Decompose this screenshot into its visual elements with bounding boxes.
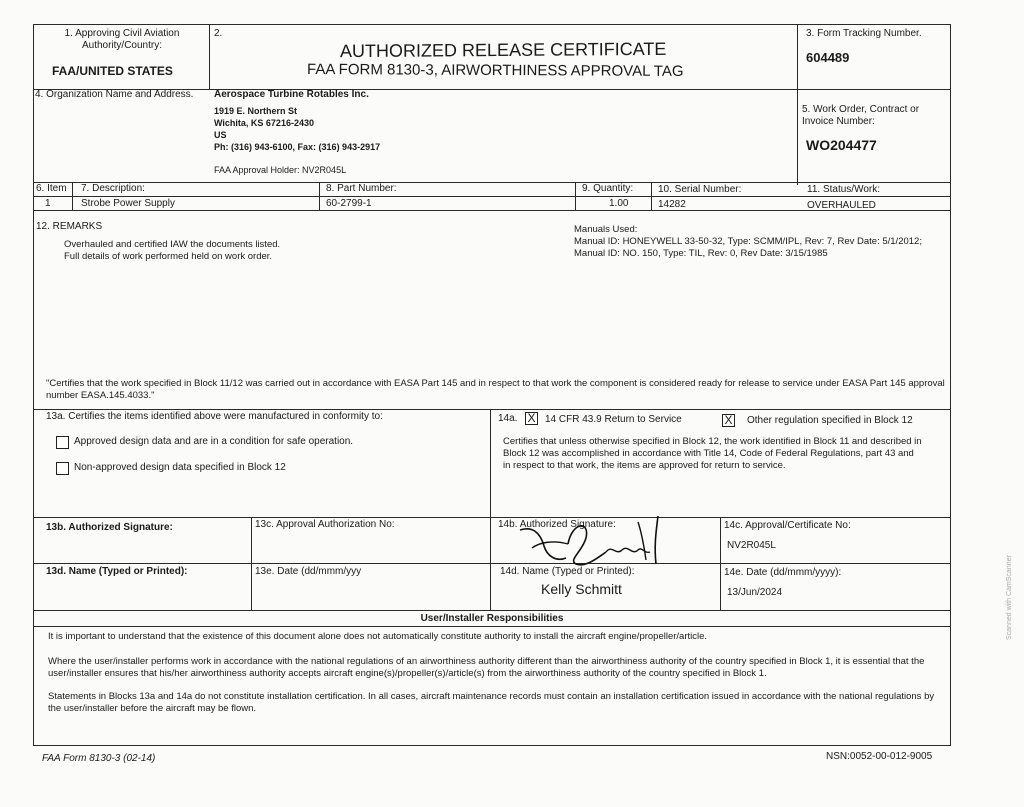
org-approval-holder: FAA Approval Holder: NV2R045L (214, 165, 347, 175)
col-part-number: 8. Part Number: (326, 183, 397, 194)
item-part-number: 60-2799-1 (326, 198, 372, 209)
divider (209, 25, 210, 90)
remarks-line2: Full details of work performed held on work order. (64, 251, 273, 262)
item-status: OVERHAULED (807, 200, 876, 211)
divider (251, 517, 252, 610)
manuals-list: Manual ID: HONEYWELL 33-50-32, Type: SCMM/IPL, Rev: 7, Rev Date: 5/1/2012; Manual ID: NO. 150, Type: TIL, Rev: 0, Rev Date: 3/15/1985 (574, 236, 922, 259)
approved-design-label: Approved design data and are in a condition for safe operation. (74, 436, 354, 447)
item-description: Strobe Power Supply (81, 198, 175, 209)
block13e-label: 13e. Date (dd/mmm/yyy (255, 566, 362, 577)
block2-label: 2. (214, 28, 223, 39)
non-approved-design-checkbox[interactable] (56, 462, 69, 475)
block13b-label: 13b. Authorized Signature: (46, 522, 173, 533)
responsibilities-p2: Where the user/installer performs work in accordance with the national regulations of an airworthiness authority different than the airworthiness authority of the country specified in Block 1, it is essential that the user/installer ensures that his/her airworthiness authority accepts aircraft engine(s)/propeller(s)/article(s) from the airworthiness authority of the country specified in Block 1. (48, 656, 925, 679)
remarks-line1: Overhauled and certified IAW the documents listed. (64, 239, 281, 250)
divider (490, 517, 491, 610)
block14a-statement: Certifies that unless otherwise specified in Block 12, the work identified in Block 11 and described in Block 12 was accomplished in accordance with Title 14, Code of Federal Regulations, part 43 and in respect to that work, the items are approved for return to service. (503, 436, 922, 471)
nsn-footer: NSN:0052-00-012-9005 (826, 751, 933, 762)
org-country: US (214, 130, 227, 140)
divider (34, 563, 950, 564)
other-regulation-label: Other regulation specified in Block 12 (747, 415, 913, 426)
work-order-number: WO204477 (806, 137, 877, 153)
manuals-label: Manuals Used: (574, 224, 638, 235)
non-approved-design-label: Non-approved design data specified in Block 12 (74, 462, 286, 473)
block12-label: 12. REMARKS (36, 221, 103, 232)
release-date: 13/Jun/2024 (727, 587, 783, 598)
return-to-service-checkbox[interactable]: X (525, 412, 538, 425)
block1-value: FAA/UNITED STATES (52, 64, 173, 78)
block3-label: 3. Form Tracking Number. (806, 28, 922, 39)
col-quantity: 9. Quantity: (582, 183, 634, 194)
block1-label: 1. Approving Civil Aviation Authority/Country: (64, 28, 180, 51)
block14a-label: 14a. (498, 413, 518, 424)
block13d-label: 13d. Name (Typed or Printed): (46, 566, 188, 577)
col-description: 7. Description: (81, 183, 145, 194)
block4-label: 4. Organization Name and Address. (35, 89, 194, 100)
return-to-service-label: 14 CFR 43.9 Return to Service (545, 414, 682, 425)
tracking-number: 604489 (806, 50, 850, 65)
col-serial-number: 10. Serial Number: (658, 184, 742, 195)
item-quantity: 1.00 (609, 198, 629, 209)
org-name: Aerospace Turbine Rotables Inc. (214, 89, 369, 100)
divider (319, 182, 320, 210)
other-regulation-checkbox[interactable]: X (722, 414, 735, 427)
block14b-label: 14b. Authorized Signature: (498, 519, 616, 530)
easa-statement: "Certifies that the work specified in Block 11/12 was carried out in accordance with EASA Part 145 and in respect to that work the component is considered ready for release to service under EASA Part 145 approval number EASA.145.4033." (46, 378, 945, 401)
approval-certificate-number: NV2R045L (727, 540, 776, 551)
block13a-label: 13a. Certifies the items identified above were manufactured in conformity to: (46, 411, 383, 422)
authorized-signature (510, 512, 680, 574)
divider (34, 626, 950, 627)
form-title: AUTHORIZED RELEASE CERTIFICATE (339, 38, 667, 62)
release-certificate-form (33, 24, 951, 746)
scanner-watermark: Scanned with CamScanner (1006, 555, 1013, 640)
form-subtitle: FAA FORM 8130-3, AIRWORTHINESS APPROVAL TAG (306, 61, 684, 80)
responsibilities-p3: Statements in Blocks 13a and 14a do not constitute installation certification. In all cases, aircraft maintenance records must contain an installation certification issued in accordance with the national regulations by the user/installer before the aircraft may be flown. (48, 691, 935, 714)
signer-name: Kelly Schmitt (541, 581, 622, 597)
divider (34, 517, 950, 518)
org-phone: Ph: (316) 943-6100, Fax: (316) 943-2917 (214, 142, 381, 152)
divider (575, 182, 576, 210)
divider (34, 409, 950, 410)
approved-design-checkbox[interactable] (56, 436, 69, 449)
col-status-work: 11. Status/Work: (807, 184, 880, 195)
org-street: 1919 E. Northern St (214, 106, 298, 116)
divider (797, 25, 798, 185)
col-item: 6. Item (36, 183, 67, 194)
block14e-label: 14e. Date (dd/mmm/yyyy): (724, 567, 842, 578)
item-serial-number: 14282 (658, 199, 686, 210)
divider (34, 610, 950, 611)
block5-label: 5. Work Order, Contract or Invoice Number: (802, 104, 920, 127)
divider (34, 196, 950, 197)
block14c-label: 14c. Approval/Certificate No: (724, 520, 851, 531)
divider (72, 182, 73, 210)
responsibilities-p1: It is important to understand that the existence of this document alone does not automatically constitute authority to install the aircraft engine/propeller/article. (48, 631, 708, 642)
divider (34, 182, 950, 183)
block14d-label: 14d. Name (Typed or Printed): (500, 566, 635, 577)
org-city: Wichita, KS 67216-2430 (214, 118, 314, 128)
responsibilities-title: User/Installer Responsibilities (420, 613, 564, 624)
divider (720, 517, 721, 610)
block13c-label: 13c. Approval Authorization No: (255, 519, 395, 530)
form-number-footer: FAA Form 8130-3 (02-14) (42, 753, 156, 764)
item-number: 1 (45, 198, 51, 209)
divider (651, 182, 652, 210)
